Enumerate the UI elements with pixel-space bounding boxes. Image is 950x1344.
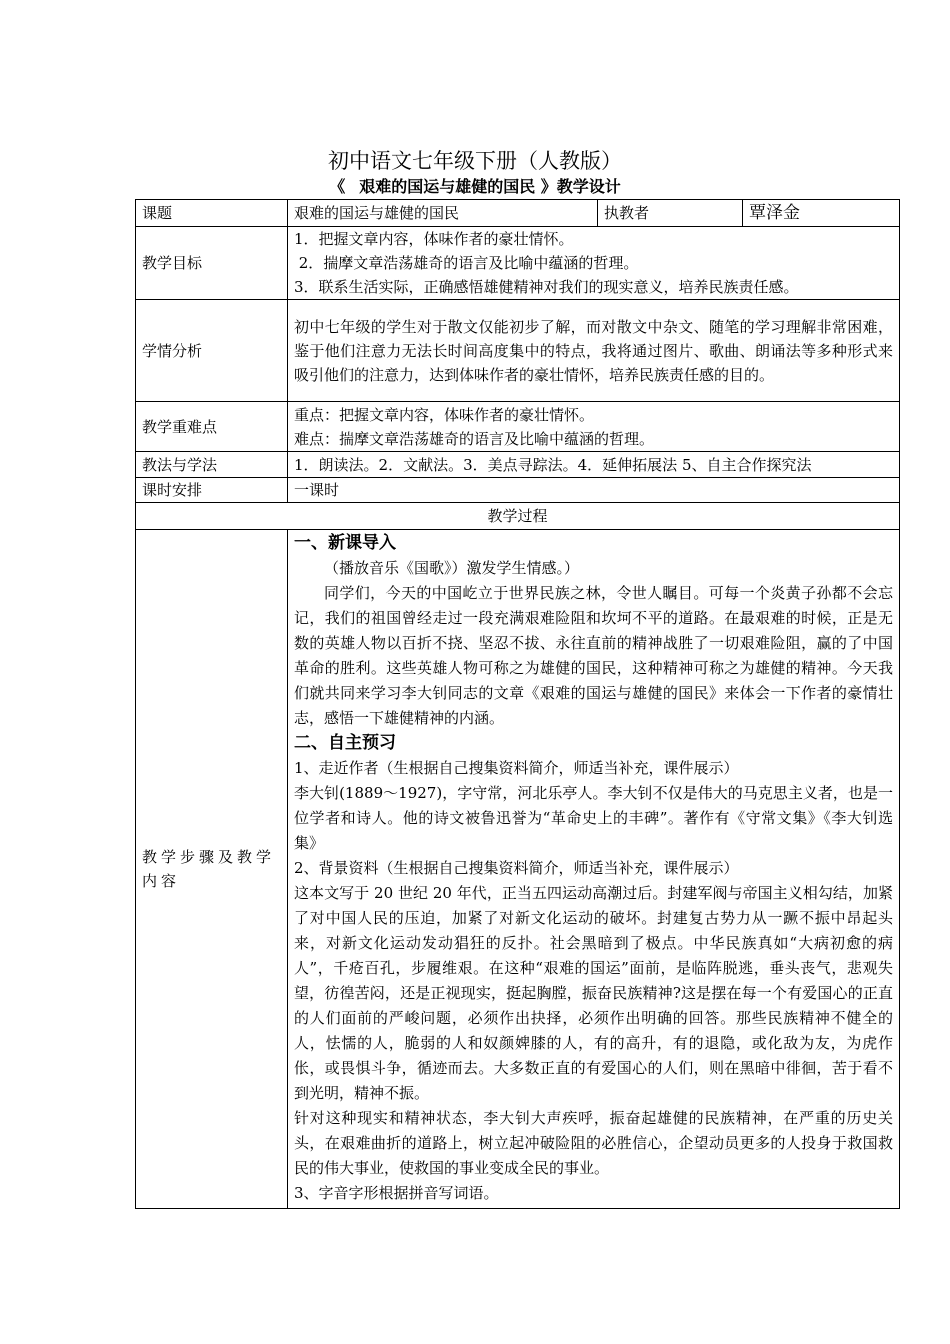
analysis-label: 学情分析 [136, 300, 288, 402]
lesson-title-close: 》教学设计 [540, 177, 621, 196]
lesson-title-open: 《 [329, 177, 346, 196]
goals-label: 教学目标 [136, 227, 288, 300]
topic-value: 艰难的国运与雄健的国民 [288, 200, 598, 227]
item-body: 李大钊(1889～1927)，字守常，河北乐亭人。李大钊不仅是伟大的马克思主义者，也是一位学者和诗人。他的诗文被鲁迅誉为“革命史上的丰碑”。著作有《守常文集》《李大钊选集》 [294, 784, 893, 852]
row-process [136, 530, 900, 1209]
row-methods [136, 452, 900, 478]
section-note: （播放音乐《国歌》）激发学生情感。） [324, 559, 580, 577]
process-content [288, 530, 900, 1209]
lesson-title-text: 艰难的国运与雄健的国民 [359, 177, 536, 196]
keypoint-item: 难点：揣摩文章浩荡雄奇的语言及比喻中蕴涵的哲理。 [294, 429, 655, 448]
goal-item: 2．揣摩文章浩荡雄奇的语言及比喻中蕴涵的哲理。 [294, 254, 639, 272]
item-body: 这本文写于 20 世纪 20 年代，正当五四运动高潮过后。封建军阀与帝国主义相勾结，加紧了对中国人民的压迫，加紧了对新文化运动的破坏。封建复古势力从一蹶不振中昂起头来，对新文化运动发动猖狂的反扑。社会黑暗到了极点。中华民族真如“大病初愈的病人”，千疮百孔，步履维艰。在这种“艰难的国运”面前，是临阵脱逃，垂头丧气，悲观失望，彷徨苦闷，还是正视现实，挺起胸膛，振奋民族精神?这是摆在每一个有爱国心的正直的人们面前的严峻问题，必须作出抉择，必须作出明确的回答。那些民族精神不健全的人，怯懦的人，脆弱的人和奴颜婢膝的人，有的高升，有的退隐，或化敌为友，为虎作伥，或畏惧斗争，循迹而去。大多数正直的有爱国心的人们，则在黑暗中徘徊，苦于看不到光明，精神不振。 [294, 884, 893, 1102]
row-goals [136, 227, 900, 300]
methods-label: 教法与学法 [136, 452, 288, 478]
goal-item: 1．把握文章内容，体味作者的豪壮情怀。 [294, 230, 574, 248]
goal-item: 3．联系生活实际，正确感悟雄健精神对我们的现实意义，培养民族责任感。 [294, 278, 799, 296]
methods-text: 1．朗读法。2．文献法。3．美点寻踪法。4．延伸拓展法 5、自主合作探究法 [288, 452, 900, 478]
lesson-title [0, 176, 950, 198]
document-title: 初中语文七年级下册（人教版） [328, 149, 622, 173]
schedule-text: 一课时 [288, 478, 900, 503]
process-label: 教学步骤及教学内容 [136, 530, 288, 1209]
lesson-plan-table [135, 199, 900, 1209]
teacher-value: 覃泽金 [743, 200, 900, 227]
section-body: 同学们，今天的中国屹立于世界民族之林，令世人瞩目。可每一个炎黄子孙都不会忘记，我们的祖国曾经走过一段充满艰难险阻和坎坷不平的道路。在最艰难的时候，正是无数的英雄人物以百折不挠、坚忍不拔、永往直前的精神战胜了一切艰难险阻，赢的了中国革命的胜利。这些英雄人物可称之为雄健的国民，这种精神可称之为雄健的精神。今天我们就共同来学习李大钊同志的文章《艰难的国运与雄健的国民》来体会一下作者的豪情壮志，感悟一下雄健精神的内涵。 [294, 584, 893, 727]
row-keypoints [136, 402, 900, 452]
item-body: 针对这种现实和精神状态，李大钊大声疾呼，振奋起雄健的民族精神，在严重的历史关头，在艰难曲折的道路上，树立起冲破险阻的必胜信心，企望动员更多的人投身于救国救民的伟大事业，使救国的事业变成全民的事业。 [294, 1109, 893, 1177]
row-analysis [136, 300, 900, 402]
goals-cell [288, 227, 900, 300]
keypoints-label: 教学重难点 [136, 402, 288, 452]
row-schedule [136, 478, 900, 503]
process-header: 教学过程 [136, 503, 900, 530]
keypoints-cell [288, 402, 900, 452]
keypoint-item: 重点：把握文章内容，体味作者的豪壮情怀。 [294, 405, 595, 424]
analysis-text: 初中七年级的学生对于散文仅能初步了解，而对散文中杂文、随笔的学习理解非常困难，鉴于他们注意力无法长时间高度集中的特点，我将通过图片、歌曲、朗诵法等多种形式来吸引他们的注意力，达到体味作者的豪壮情怀，培养民族责任感的目的。 [288, 300, 900, 402]
schedule-label: 课时安排 [136, 478, 288, 503]
teacher-label: 执教者 [598, 200, 743, 227]
section-title: 一、新课导入 [294, 533, 396, 553]
item-title: 1、走近作者（生根据自己搜集资料简介，师适当补充，课件展示） [294, 759, 739, 777]
row-process-header [136, 503, 900, 530]
topic-label: 课题 [136, 200, 288, 227]
section-title: 二、自主预习 [294, 733, 396, 753]
row-topic [136, 200, 900, 227]
item-title: 3、字音字形根据拼音写词语。 [294, 1184, 499, 1202]
item-title: 2、背景资料（生根据自己搜集资料简介，师适当补充，课件展示） [294, 859, 739, 877]
